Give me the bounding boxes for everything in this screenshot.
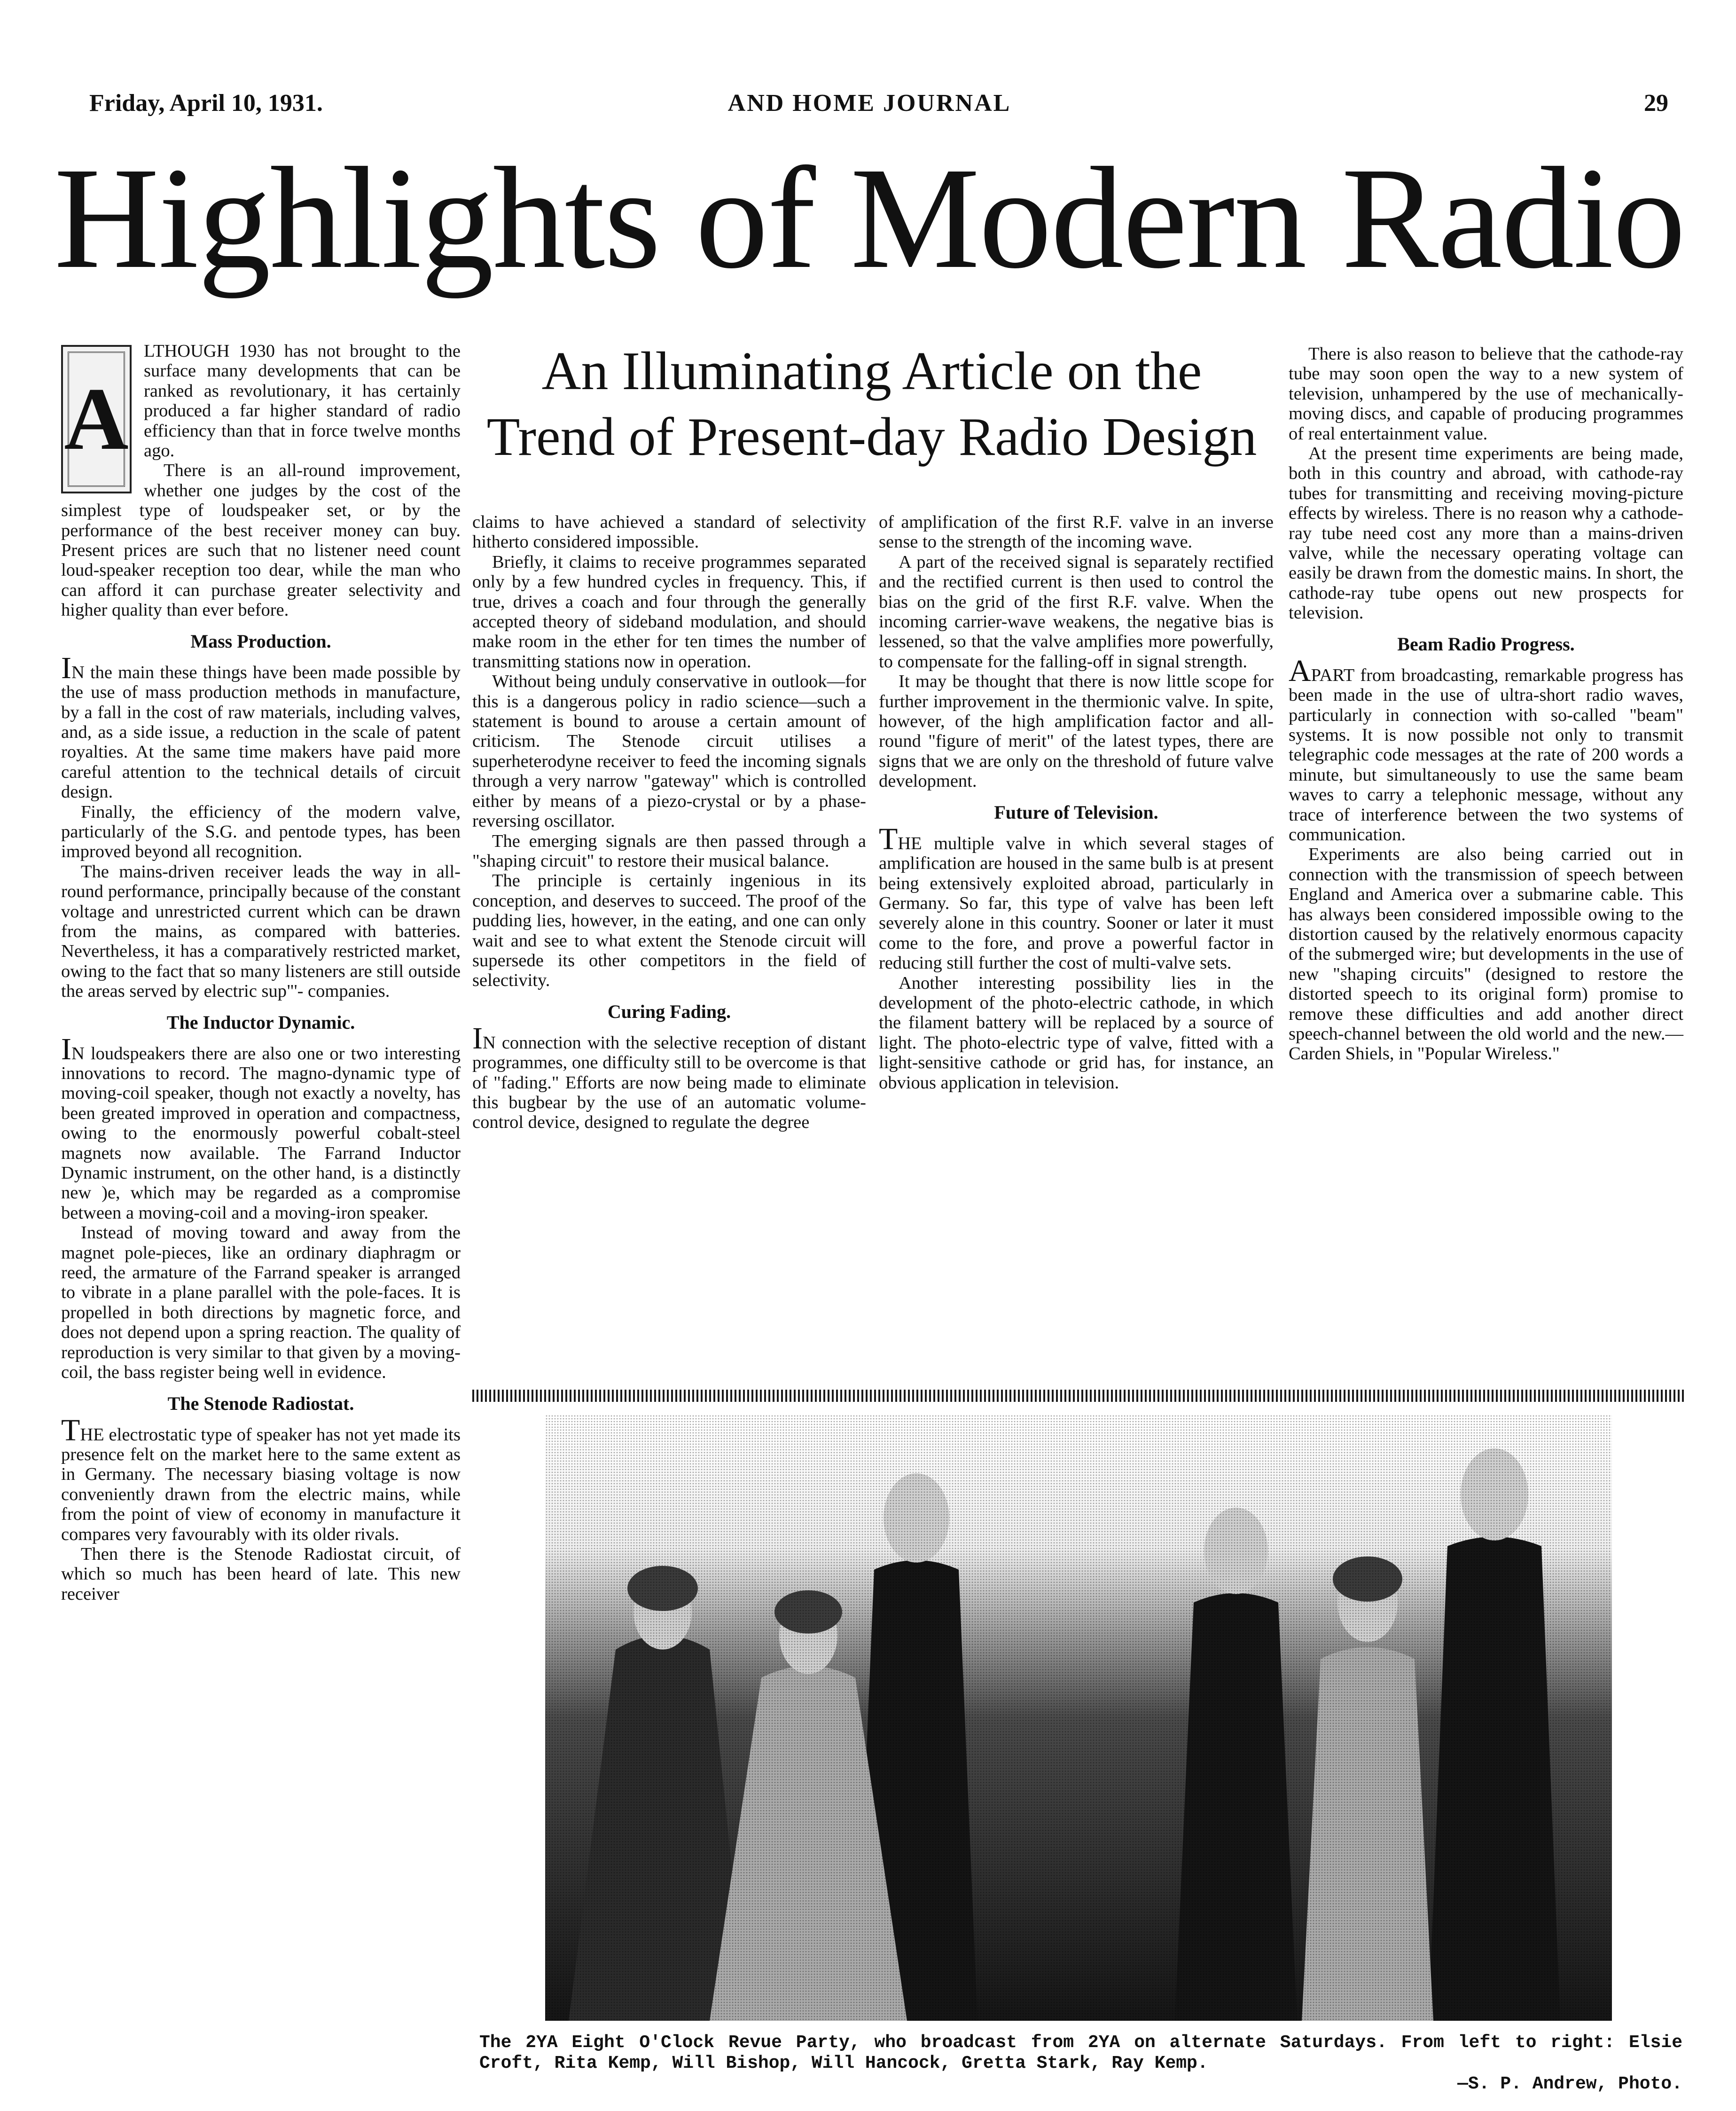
paragraph: The mains-driven receiver leads the way in all-round performance, principally because of the constant voltage and unrestricted current which can be drawn from the mains, as compared with batteries. Nevertheless, it has a comparatively restricted market, owing to the fact that so many listeners are still outside the areas served by electric sup"'- companies. [61, 861, 461, 1001]
caption-text: The 2YA Eight O'Clock Revue Party, who broadcast from 2YA on alternate Saturdays. From left to right: Elsie Croft, Rita Kemp, Will Bishop, Will Hancock, Gretta Stark, Ray Kemp. [479, 2033, 1682, 2073]
ornamental-drop-cap: A [61, 345, 132, 493]
photograph-illustration [545, 1415, 1612, 2021]
paragraph: IN the main these things have been made possible by the use of mass production methods in manufacture, by a fall in the cost of raw materials, including valves, and, as a side issue, a reduction in the scale of patent royalties. At the same time makers have paid more careful attention to the technical details of circuit design. [61, 650, 461, 802]
paragraph: IN connection with the selective reception of distant programmes, one difficulty still to be overcome is that of "fading." Efforts are now being made to eliminate this bugbear by the use of an automatic volume-control device, designed to regulate the degree [472, 1021, 866, 1133]
paragraph: Instead of moving toward and away from the magnet pole-pieces, like an ordinary diaphragm or reed, the armature of the Farrand speaker is arranged to vibrate in a plane parallel with the pole-faces. It is propelled in both directions by magnetic force, and does not depend upon a spring reaction. The quality of reproduction is very similar to that given by a moving-coil, the bass register being well in evidence. [61, 1223, 461, 1383]
paragraph: The emerging signals are then passed through a "shaping circuit" to restore their musical balance. [472, 831, 866, 871]
subheadline-line-1: An Illuminating Article on the [541, 341, 1202, 401]
intro-paragraph: LTHOUGH 1930 has not brought to the surface many developments that can be ranked as revolutionary, it has certainly produced a far higher standard of radio efficiency than that in force twelve months ago. [144, 341, 461, 461]
article-column-2 [472, 512, 866, 1133]
paragraph: THE electrostatic type of speaker has not yet made its presence felt on the market here to the same extent as in Germany. The necessary biasing voltage is now conveniently drawn from the electric mains, while from the point of view of economy in manufacture it compares very favourably with its older rivals. [61, 1413, 461, 1544]
paragraph: Finally, the efficiency of the modern valve, particularly of the S.G. and pentode types, has been improved beyond all recognition. [61, 802, 461, 862]
paragraph: APART from broadcasting, remarkable progress has been made in the use of ultra-short radio waves, particularly in connection with so-called "beam" systems. It is now possible not only to transmit telegraphic code messages at the rate of 200 words a minute, but simultaneously to use the same beam waves to carry a telephonic message, without any trace of interference between the two systems of communication. [1289, 653, 1683, 844]
headline: Highlights of Modern Radio [54, 138, 1685, 299]
paragraph: At the present time experiments are being made, both in this country and abroad, with cathode-ray tubes for transmitting and receiving moving-picture effects by wireless. There is no reason why a cathode-ray tube need cost any more than a mains-driven valve, while the necessary operating voltage can easily be drawn from the domestic mains. In short, the cathode-ray tube opens out new prospects for television. [1289, 444, 1683, 623]
paragraph: of amplification of the first R.F. valve in an inverse sense to the strength of the incoming wave. [879, 512, 1274, 552]
group-photograph [545, 1415, 1612, 2021]
section-heading-mass-production: Mass Production. [190, 630, 331, 652]
paragraph: THE multiple valve in which several stages of amplification are housed in the same bulb is at present being extensively exploited abroad, particularly in Germany. So far, this type of valve has been left severely alone in this country. Sooner or later it must come to the fore, and prove a powerful factor in reducing still further the cost of multi-valve sets. [879, 821, 1274, 973]
decorative-divider [472, 1390, 1685, 1402]
paragraph: There is also reason to believe that the cathode-ray tube may soon open the way to a new system of television, unhampered by the use of mechanically-moving discs, and capable of producing programmes of real entertainment value. [1289, 344, 1683, 444]
article-column-4 [1289, 344, 1683, 1064]
issue-date: Friday, April 10, 1931. [89, 90, 323, 117]
photo-credit: —S. P. Andrew, Photo. [1457, 2074, 1682, 2094]
section-heading-beam-radio-progress: Beam Radio Progress. [1397, 633, 1575, 655]
subheadline-line-2: Trend of Present-day Radio Design [486, 407, 1257, 467]
paragraph: claims to have achieved a standard of selectivity hitherto considered impossible. [472, 512, 866, 552]
paragraph: A part of the received signal is separately rectified and the rectified current is then used to control the bias on the grid of the first R.F. valve. When the incoming carrier-wave weakens, the negative bias is lessened, so that the valve amplifies more powerfully, to compensate for the falling-off in signal strength. [879, 552, 1274, 672]
section-heading-future-of-television: Future of Television. [994, 801, 1158, 823]
paragraph: Experiments are also being carried out in connection with the transmission of speech between England and America over a submarine cable. This has always been considered impossible owing to the distortion caused by the relatively enormous capacity of the submerged wire; but developments in the use of new "shaping circuits" (designed to restore the distorted speech to its original form) promise to remove these difficulties and add another direct speech-channel between the old world and the new.—Carden Shiels, in "Popular Wireless." [1289, 844, 1683, 1064]
photo-caption [479, 2033, 1682, 2095]
paragraph: The principle is certainly ingenious in its conception, and deserves to succeed. The proof of the pudding lies, however, in the eating, and one can only wait and see to what extent the Stenode circuit will supersede its other competitors in the field of selectivity. [472, 871, 866, 991]
section-heading-curing-fading: Curing Fading. [607, 1001, 731, 1022]
article-column-3 [879, 512, 1274, 1093]
section-heading-stenode-radiostat: The Stenode Radiostat. [167, 1392, 354, 1414]
page-number: 29 [1644, 90, 1668, 117]
paragraph: IN loudspeakers there are also one or two interesting innovations to record. The magno-dynamic type of moving-coil speaker, though not exactly a novelty, has been greated improved in operation and compactness, owing to the enormously powerful cobalt-steel magnets now available. The Farrand Inductor Dynamic instrument, on the other hand, is a distinctly new )e, which may be regarded as a compromise between a moving-coil and a moving-iron speaker. [61, 1032, 461, 1223]
paragraph: Without being unduly conservative in outlook—for this is a dangerous policy in radio science—such a statement is bound to arouse a certain amount of criticism. The Stenode circuit utilises a superheterodyne receiver to feed the incoming signals through a very narrow "gateway" which is controlled either by means of a piezo-crystal or by a phase-reversing oscillator. [472, 672, 866, 831]
paragraph: Another interesting possibility lies in the development of the photo-electric cathode, in which the filament battery will be replaced by a source of light. The photo-electric type of valve, fitted with a light-sensitive cathode or grid has, for instance, an obvious application in television. [879, 973, 1274, 1093]
paragraph: It may be thought that there is now little scope for further improvement in the thermionic valve. In spite, however, of the high amplification factor and all-round "figure of merit" of the latest types, there are signs that we are only on the threshold of future valve development. [879, 672, 1274, 791]
article-column-1 [61, 341, 461, 1604]
publication-name: AND HOME JOURNAL [727, 90, 1011, 117]
paragraph: There is an all-round improvement, whether one judges by the cost of the simplest type of loudspeaker set, or by the performance of the best receiver money can buy. Present prices are such that no listener need count loud-speaker reception too dear, while the man who can afford it can purchase greater selectivity and higher quality than ever before. [61, 461, 461, 620]
subheadline [475, 338, 1269, 470]
paragraph: Briefly, it claims to receive programmes separated only by a few hundred cycles in frequency. This, if true, drives a coach and four through the generally accepted theory of sideband modulation, and should make room in the ether for ten times the number of transmitting stations now in operation. [472, 552, 866, 672]
paragraph: Then there is the Stenode Radiostat circuit, of which so much has been heard of late. This new receiver [61, 1544, 461, 1604]
section-heading-inductor-dynamic: The Inductor Dynamic. [166, 1011, 355, 1033]
